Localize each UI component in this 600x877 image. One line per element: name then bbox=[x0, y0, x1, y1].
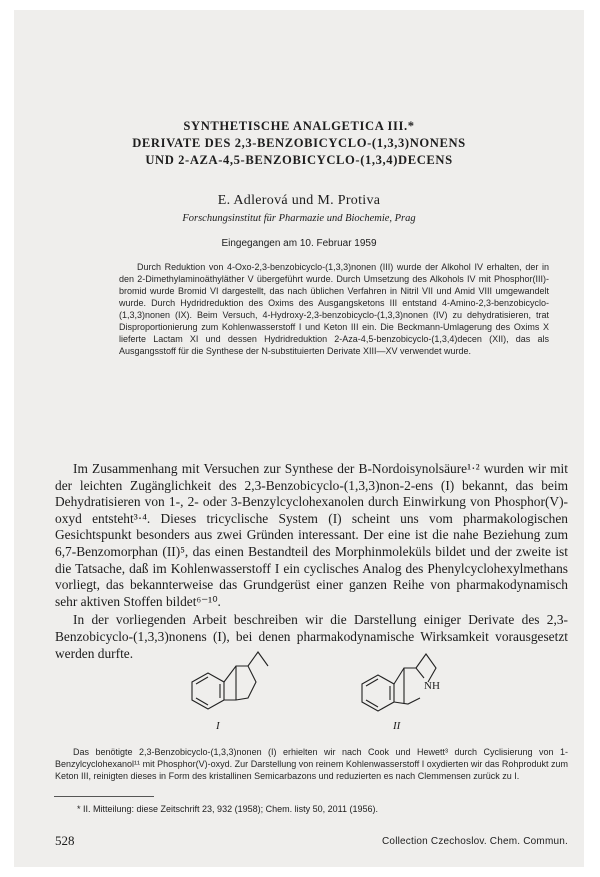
received-date: Eingegangen am 10. Februar 1959 bbox=[221, 238, 377, 249]
abstract-text: Durch Reduktion von 4-Oxo-2,3-benzobicyclo-(1,3,3)nonen (III) wurde der Alkohol IV erhalten, der in den 2-Dimethylaminoäthyläther V übergeführt wurde. Durch Umsetzung des Alkohols IV mit Phosphor(III)-bromid wurde Bromid VI dargestellt, das nach üblichen Verfahren in Nitril VII und Amid VIII umgewandelt wurde. Durch Hydridreduktion des Oxims des Ausgangsketons III entstand 4-Amino-2,3-benzobicyclo-(1,3,3)nonen (IX). Beim Versuch, 4-Hydroxy-2,3-benzobicyclo-(1,3,3)nonen (IV) zu dehydratisieren, trat Disproportionierung zum Kohlenwasserstoff I und Keton III ein. Die Beckmann-Umlagerung des Oxims X lieferte Lactam XI und dessen Hydridreduktion 2-Aza-4,5-benzobicyclo-(1,3,4)decen (XII), das als Ausgangsstoff für die Synthese der N-substituierten Derivate XIII—XV verwendet wurde. bbox=[119, 262, 549, 356]
structure-1-drawing bbox=[192, 652, 268, 709]
note-text: Das benötigte 2,3-Benzobicyclo-(1,3,3)nonen (I) erhielten wir nach Cook und Hewett³ durch Cyclisierung von 1-Benzylcyclohexanol¹¹ mit Phosphor(V)-oxyd. Zur Darstellung von reinem Kohlenwasserstoff I oxydierten wir das Rohprodukt zum Keton III, reinigten dieses in Form des kristallinen Semicarbazons und reduzierten es nach Clemmensen zurück zu I. bbox=[55, 747, 568, 781]
authors: E. Adlerová und M. Protiva bbox=[217, 193, 381, 208]
body-paragraph-1: Im Zusammenhang mit Versuchen zur Synthese der B-Nordoisynolsäure¹·² wurden wir mit der leichten Zugänglichkeit des 2,3-Benzobicyclo-(1,3,3)non-2-ens (I) bekannt, das beim Dehydratisieren von 1-, 2- oder 3-Benzylcyclohexanolen durch Einwirkung von Phosphor(V)-oxyd entsteht³·⁴. Dieses tricyclische System (I) scheint uns vom pharmakologischen Gesichtspunkt besonders aus zwei Gründen interessant. Der eine ist die nahe Beziehung zum 6,7-Benzomorphan (II)⁵, das einen Bestandteil des Morphinmoleküls bildet und der zweite ist die Tatsache, daß im Kohlenwasserstoff I ein cyclisches Analog des Phenylcyclohexylmethans vorliegt, das bekannterweise das Grundgerüst einer ganzen Reihe von pharmakodynamisch sehr aktiven Stoffen bildet⁶⁻¹⁰. bbox=[55, 461, 568, 609]
chemical-structures bbox=[164, 642, 474, 734]
title-line-2: DERIVATE DES 2,3-BENZOBICYCLO-(1,3,3)NONENS bbox=[132, 136, 466, 150]
structure-2-label: II bbox=[393, 720, 401, 732]
abstract bbox=[119, 261, 549, 357]
nh-label: NH bbox=[424, 680, 440, 692]
body-paragraph-2: In der vorliegenden Arbeit beschreiben wir die Darstellung einiger Derivate des 2,3-Benzobicyclo-(1,3,3)nonens (I), bei denen pharmakodynamische Wirksamkeit vorausgesetzt werden durfte. bbox=[55, 612, 568, 661]
footnote-divider bbox=[54, 796, 154, 797]
journal-name: Collection Czechoslov. Chem. Commun. bbox=[382, 836, 568, 847]
institution: Forschungsinstitut für Pharmazie und Biochemie, Prag bbox=[182, 213, 416, 224]
footnote-text: * II. Mitteilung: diese Zeitschrift 23, 932 (1958); Chem. listy 50, 2011 (1956). bbox=[77, 804, 378, 814]
footnote bbox=[55, 804, 568, 814]
title-line-3: UND 2-AZA-4,5-BENZOBICYCLO-(1,3,4)DECENS bbox=[145, 153, 453, 167]
body-text bbox=[55, 461, 568, 664]
synthesis-note bbox=[55, 746, 568, 782]
structure-1-label: I bbox=[216, 720, 220, 732]
page-number: 528 bbox=[55, 833, 75, 848]
title-line-1: SYNTHETISCHE ANALGETICA III.* bbox=[183, 119, 415, 133]
paper-page bbox=[14, 10, 584, 867]
